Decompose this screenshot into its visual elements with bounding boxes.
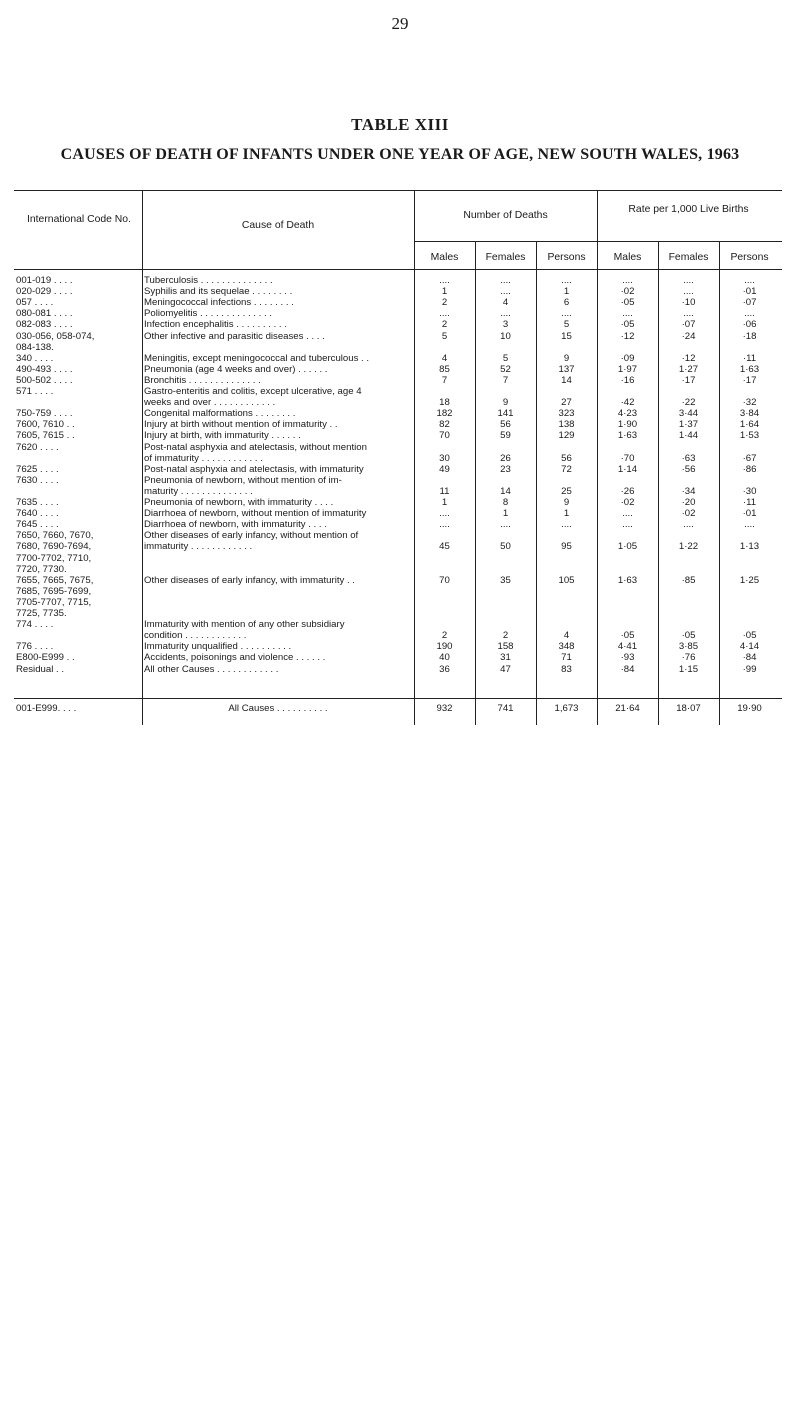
code-cell: 7650, 7660, 7670, xyxy=(16,530,94,542)
females-rate-cell: 18·07 xyxy=(676,703,701,714)
cause-cell: Pneumonia of newborn, with immaturity . . . . xyxy=(144,497,334,508)
code-cell: E800-E999 . . xyxy=(16,652,75,664)
persons-count-cell: 27 xyxy=(561,397,572,409)
persons-rate-cell: ·67 xyxy=(742,452,757,464)
table-row xyxy=(14,519,782,530)
males-rate-cell: 1·63 xyxy=(617,574,638,586)
females-rate-cell: 1·22 xyxy=(678,541,699,553)
persons-count-cell: 9 xyxy=(563,352,570,364)
persons-count-cell: 71 xyxy=(561,652,572,664)
females-rate-cell: ·34 xyxy=(681,485,696,497)
table-row xyxy=(14,630,782,641)
males-rate-cell: 21·64 xyxy=(615,703,640,714)
males-rate-cell: ·12 xyxy=(620,330,635,342)
code-cell: 7635 . . . . xyxy=(16,497,59,508)
cause-cell: Immaturity with mention of any other subsidiary xyxy=(144,619,345,631)
males-rate-cell: ·70 xyxy=(620,452,635,464)
col-divider-rate-2 xyxy=(719,241,720,725)
males-count-cell: 1 xyxy=(441,286,448,298)
cause-cell: maturity . . . . . . . . . . . . . . xyxy=(144,485,253,497)
cause-cell: of immaturity . . . . . . . . . . . . xyxy=(144,452,263,464)
males-count-cell: 70 xyxy=(439,574,450,586)
females-count-cell: 2 xyxy=(502,630,509,642)
females-rate-cell: .... xyxy=(683,275,694,286)
cause-cell: All Causes . . . . . . . . . . xyxy=(228,703,328,714)
code-cell: 7630 . . . . xyxy=(16,474,59,486)
table-title: TABLE XIII xyxy=(351,115,449,134)
males-rate-cell: .... xyxy=(622,508,633,520)
cause-cell: Post-natal asphyxia and atelectasis, without mention xyxy=(144,441,367,453)
code-cell: 7645 . . . . xyxy=(16,519,59,531)
cause-cell: Pneumonia of newborn, without mention of im- xyxy=(144,474,342,486)
females-rate-cell: ·12 xyxy=(681,352,696,364)
total-rule xyxy=(14,698,782,699)
males-rate-cell: 4·23 xyxy=(617,408,638,420)
persons-count-cell: 105 xyxy=(558,574,575,586)
persons-rate-cell: ·84 xyxy=(742,652,757,664)
females-count-cell: 26 xyxy=(500,452,511,464)
header-males-number: Males xyxy=(430,252,459,263)
table-row xyxy=(14,508,782,519)
code-cell: 7620 . . . . xyxy=(16,441,59,453)
males-rate-cell: ·05 xyxy=(620,297,635,309)
females-count-cell: 56 xyxy=(500,419,511,431)
persons-rate-cell: 19·90 xyxy=(737,703,762,714)
females-rate-cell: 1·27 xyxy=(678,363,699,375)
table-row xyxy=(14,319,782,330)
group-header-rule xyxy=(414,241,782,242)
females-count-cell: 5 xyxy=(502,352,509,364)
table-row xyxy=(14,275,782,286)
table-row xyxy=(14,619,782,630)
code-cell: 571 . . . . xyxy=(16,386,54,397)
cause-cell: Infection encephalitis . . . . . . . . . . xyxy=(144,319,287,331)
cause-cell: Meningitis, except meningococcal and tuberculous . . xyxy=(144,352,370,364)
persons-count-cell: 9 xyxy=(563,497,570,508)
table-row xyxy=(14,641,782,652)
persons-count-cell: 323 xyxy=(558,408,575,420)
table-row xyxy=(14,364,782,375)
males-count-cell: 2 xyxy=(441,297,448,309)
table-row xyxy=(14,541,782,552)
table-row xyxy=(14,286,782,297)
females-count-cell: 35 xyxy=(500,574,511,586)
males-count-cell: 190 xyxy=(436,641,453,653)
females-count-cell: .... xyxy=(500,275,511,286)
males-rate-cell: 4·41 xyxy=(617,641,638,653)
table-row xyxy=(14,419,782,430)
persons-count-cell: 348 xyxy=(558,641,575,653)
table-row xyxy=(14,486,782,497)
females-count-cell: 47 xyxy=(500,663,511,675)
persons-rate-cell: 4·14 xyxy=(739,641,760,653)
males-count-cell: 2 xyxy=(441,630,448,642)
males-rate-cell: ·84 xyxy=(620,663,635,675)
cause-cell: Immaturity unqualified . . . . . . . . . . xyxy=(144,641,292,653)
persons-rate-cell: ·11 xyxy=(742,497,757,508)
males-count-cell: 85 xyxy=(439,363,450,375)
code-cell: 776 . . . . xyxy=(16,641,54,653)
persons-rate-cell: ·01 xyxy=(742,286,757,298)
females-count-cell: 52 xyxy=(500,363,511,375)
females-rate-cell: ·17 xyxy=(681,374,696,386)
code-cell: 084-138. xyxy=(16,341,54,353)
table-row xyxy=(14,442,782,453)
table-row xyxy=(14,652,782,663)
table-row xyxy=(14,408,782,419)
persons-rate-cell: ·05 xyxy=(742,630,757,642)
females-rate-cell: .... xyxy=(683,286,694,298)
males-count-cell: 18 xyxy=(439,397,450,409)
females-rate-cell: ·56 xyxy=(681,463,696,475)
table-row xyxy=(14,564,782,575)
males-count-cell: 7 xyxy=(441,374,448,386)
males-count-cell: 40 xyxy=(439,652,450,664)
cause-cell: Bronchitis . . . . . . . . . . . . . . xyxy=(144,374,261,386)
females-count-cell: 4 xyxy=(502,297,509,309)
males-count-cell: .... xyxy=(439,519,450,531)
table-row xyxy=(14,430,782,441)
females-rate-cell: ·24 xyxy=(681,330,696,342)
males-rate-cell: ·05 xyxy=(620,630,635,642)
total-row xyxy=(14,703,782,714)
cause-cell: Other diseases of early infancy, without mention of xyxy=(144,530,359,542)
males-count-cell: 30 xyxy=(439,452,450,464)
males-rate-cell: ·05 xyxy=(620,319,635,331)
cause-cell: Meningococcal infections . . . . . . . . xyxy=(144,297,294,309)
table-row xyxy=(14,297,782,308)
females-count-cell: 158 xyxy=(497,641,514,653)
persons-count-cell: 56 xyxy=(561,452,572,464)
table-top-rule xyxy=(14,190,782,191)
females-rate-cell: 1·44 xyxy=(678,430,699,442)
table-row xyxy=(14,497,782,508)
header-females-number: Females xyxy=(485,252,526,263)
males-rate-cell: 1·05 xyxy=(617,541,638,553)
table-row xyxy=(14,342,782,353)
persons-rate-cell: ·17 xyxy=(742,374,757,386)
persons-rate-cell: 1·64 xyxy=(739,419,760,431)
persons-count-cell: 72 xyxy=(561,463,572,475)
cause-cell: condition . . . . . . . . . . . . xyxy=(144,630,247,642)
cause-cell: Injury at birth without mention of immaturity . . xyxy=(144,419,338,431)
persons-count-cell: 137 xyxy=(558,363,575,375)
code-cell: 7700-7702, 7710, xyxy=(16,552,92,564)
cause-cell: Diarrhoea of newborn, without mention of immaturity xyxy=(144,508,367,520)
code-cell: 490-493 . . . . xyxy=(16,363,73,375)
females-count-cell: 59 xyxy=(500,430,511,442)
males-rate-cell: .... xyxy=(622,308,633,320)
causes-of-death-table xyxy=(14,190,782,725)
males-rate-cell: ·26 xyxy=(620,485,635,497)
header-persons-number: Persons xyxy=(547,252,586,263)
males-rate-cell: .... xyxy=(622,519,633,531)
table-row xyxy=(14,386,782,397)
persons-count-cell: 1,673 xyxy=(554,703,579,714)
table-row xyxy=(14,664,782,675)
persons-count-cell: 5 xyxy=(563,319,570,331)
header-persons-rate: Persons xyxy=(730,252,769,263)
persons-count-cell: 129 xyxy=(558,430,575,442)
males-rate-cell: ·02 xyxy=(620,497,635,508)
males-count-cell: 11 xyxy=(439,485,450,497)
header-code: International Code No. xyxy=(27,214,131,225)
header-bottom-rule xyxy=(14,269,782,270)
code-cell: 7605, 7615 . . xyxy=(16,430,75,442)
females-rate-cell: ·10 xyxy=(681,297,696,309)
females-count-cell: 7 xyxy=(502,374,509,386)
males-count-cell: 45 xyxy=(439,541,450,553)
table-row xyxy=(14,353,782,364)
females-count-cell: 741 xyxy=(497,703,514,714)
header-cause: Cause of Death xyxy=(241,220,315,231)
males-count-cell: 5 xyxy=(441,330,448,342)
males-rate-cell: ·93 xyxy=(620,652,635,664)
persons-rate-cell: ·11 xyxy=(742,352,757,364)
code-cell: 001-019 . . . . xyxy=(16,275,73,286)
table-row xyxy=(14,475,782,486)
females-count-cell: 141 xyxy=(497,408,514,420)
code-cell: 340 . . . . xyxy=(16,352,54,364)
males-rate-cell: ·02 xyxy=(620,286,635,298)
females-rate-cell: 1·37 xyxy=(678,419,699,431)
persons-rate-cell: 1·63 xyxy=(739,363,760,375)
code-cell: 500-502 . . . . xyxy=(16,374,73,386)
code-cell: 7625 . . . . xyxy=(16,463,59,475)
females-rate-cell: 3·85 xyxy=(678,641,699,653)
males-rate-cell: ·16 xyxy=(620,374,635,386)
males-count-cell: 1 xyxy=(441,497,448,508)
table-row xyxy=(14,553,782,564)
males-rate-cell: ·42 xyxy=(620,397,635,409)
males-rate-cell: 1·90 xyxy=(617,419,638,431)
females-count-cell: 1 xyxy=(502,508,509,520)
persons-rate-cell: 1·53 xyxy=(739,430,760,442)
persons-rate-cell: 1·25 xyxy=(739,574,760,586)
cause-cell: Congenital malformations . . . . . . . . xyxy=(144,408,296,420)
males-count-cell: 82 xyxy=(439,419,450,431)
code-cell: 082-083 . . . . xyxy=(16,319,73,331)
females-rate-cell: .... xyxy=(683,308,694,320)
persons-count-cell: 14 xyxy=(561,374,572,386)
males-count-cell: 932 xyxy=(436,703,453,714)
table-row xyxy=(14,331,782,342)
code-cell: 750-759 . . . . xyxy=(16,408,73,420)
code-cell: 001-E999. . . . xyxy=(16,703,77,714)
males-rate-cell: 1·97 xyxy=(617,363,638,375)
persons-count-cell: 1 xyxy=(563,286,570,298)
females-rate-cell: ·02 xyxy=(681,508,696,520)
code-cell: 7600, 7610 . . xyxy=(16,419,75,431)
females-rate-cell: ·07 xyxy=(681,319,696,331)
persons-rate-cell: ·32 xyxy=(742,397,757,409)
persons-rate-cell: .... xyxy=(744,275,755,286)
persons-rate-cell: ·01 xyxy=(742,508,757,520)
females-rate-cell: 1·15 xyxy=(678,663,699,675)
persons-rate-cell: ·06 xyxy=(742,319,757,331)
males-count-cell: .... xyxy=(439,308,450,320)
persons-rate-cell: ·18 xyxy=(742,330,757,342)
females-rate-cell: ·22 xyxy=(681,397,696,409)
females-count-cell: 10 xyxy=(500,330,511,342)
cause-cell: All other Causes . . . . . . . . . . . . xyxy=(144,663,279,675)
table-row xyxy=(14,453,782,464)
persons-count-cell: 25 xyxy=(561,485,572,497)
header-males-rate: Males xyxy=(613,252,642,263)
males-rate-cell: ·09 xyxy=(620,352,635,364)
persons-count-cell: .... xyxy=(561,308,572,320)
code-cell: 020-029 . . . . xyxy=(16,286,73,298)
persons-rate-cell: 3·84 xyxy=(739,408,760,420)
persons-count-cell: 95 xyxy=(561,541,572,553)
females-rate-cell: ·20 xyxy=(681,497,696,508)
code-cell: 7680, 7690-7694, xyxy=(16,541,92,553)
cause-cell: Tuberculosis . . . . . . . . . . . . . . xyxy=(144,275,273,286)
code-cell: 057 . . . . xyxy=(16,297,54,309)
cause-cell: Injury at birth, with immaturity . . . . . . xyxy=(144,430,301,442)
table-subtitle: CAUSES OF DEATH OF INFANTS UNDER ONE YEAR OF AGE, NEW SOUTH WALES, 1963 xyxy=(60,146,740,163)
males-count-cell: 2 xyxy=(441,319,448,331)
females-count-cell: 8 xyxy=(502,497,509,508)
table-row xyxy=(14,397,782,408)
table-row xyxy=(14,608,782,619)
females-count-cell: .... xyxy=(500,286,511,298)
cause-cell: Post-natal asphyxia and atelectasis, with immaturity xyxy=(144,463,364,475)
persons-count-cell: 83 xyxy=(561,663,572,675)
page-number: 29 xyxy=(391,14,409,33)
females-count-cell: 14 xyxy=(500,485,511,497)
persons-rate-cell: .... xyxy=(744,308,755,320)
females-rate-cell: ·85 xyxy=(681,574,696,586)
females-count-cell: 3 xyxy=(502,319,509,331)
persons-rate-cell: 1·13 xyxy=(739,541,760,553)
persons-count-cell: 4 xyxy=(563,630,570,642)
males-count-cell: 36 xyxy=(439,663,450,675)
males-count-cell: 182 xyxy=(436,408,453,420)
males-count-cell: .... xyxy=(439,508,450,520)
males-count-cell: 49 xyxy=(439,463,450,475)
persons-rate-cell: ·86 xyxy=(742,463,757,475)
code-cell: 7685, 7695-7699, xyxy=(16,585,92,597)
code-cell: 7655, 7665, 7675, xyxy=(16,574,94,586)
females-count-cell: 9 xyxy=(502,397,509,409)
header-females-rate: Females xyxy=(668,252,709,263)
table-row xyxy=(14,575,782,586)
cause-cell: Gastro-enteritis and colitis, except ulcerative, age 4 xyxy=(144,386,362,397)
cause-cell: Pneumonia (age 4 weeks and over) . . . . . . xyxy=(144,363,328,375)
females-rate-cell: ·05 xyxy=(681,630,696,642)
persons-rate-cell: ·07 xyxy=(742,297,757,309)
persons-count-cell: .... xyxy=(561,519,572,531)
table-row xyxy=(14,464,782,475)
code-cell: 7725, 7735. xyxy=(16,608,67,619)
males-rate-cell: 1·14 xyxy=(617,463,638,475)
males-rate-cell: 1·63 xyxy=(617,430,638,442)
persons-count-cell: 138 xyxy=(558,419,575,431)
females-count-cell: 23 xyxy=(500,463,511,475)
males-rate-cell: .... xyxy=(622,275,633,286)
cause-cell: Poliomyelitis . . . . . . . . . . . . . . xyxy=(144,308,272,320)
table-row xyxy=(14,597,782,608)
persons-rate-cell: ·99 xyxy=(742,663,757,675)
males-count-cell: 4 xyxy=(441,352,448,364)
code-cell: Residual . . xyxy=(16,663,64,675)
persons-count-cell: 1 xyxy=(563,508,570,520)
females-count-cell: 31 xyxy=(500,652,511,664)
code-cell: 7640 . . . . xyxy=(16,508,59,520)
cause-cell: Accidents, poisonings and violence . . . . . . xyxy=(144,652,326,664)
table-row xyxy=(14,375,782,386)
cause-cell: immaturity . . . . . . . . . . . . xyxy=(144,541,253,553)
code-cell: 774 . . . . xyxy=(16,619,54,631)
females-count-cell: .... xyxy=(500,308,511,320)
table-row xyxy=(14,530,782,541)
table-row xyxy=(14,308,782,319)
code-cell: 7720, 7730. xyxy=(16,563,67,575)
code-cell: 080-081 . . . . xyxy=(16,308,73,320)
header-number-of-deaths: Number of Deaths xyxy=(463,210,548,221)
cause-cell: Syphilis and its sequelae . . . . . . . . xyxy=(144,286,293,298)
females-count-cell: .... xyxy=(500,519,511,531)
persons-rate-cell: ·30 xyxy=(742,485,757,497)
females-rate-cell: .... xyxy=(683,519,694,531)
code-cell: 030-056, 058-074, xyxy=(16,330,95,342)
cause-cell: Other infective and parasitic diseases . . . . xyxy=(144,330,325,342)
code-cell: 7705-7707, 7715, xyxy=(16,596,92,608)
header-rate-per-1000: Rate per 1,000 Live Births xyxy=(628,204,749,215)
cause-cell: Diarrhoea of newborn, with immaturity . . . . xyxy=(144,519,327,531)
males-count-cell: .... xyxy=(439,275,450,286)
persons-count-cell: 15 xyxy=(561,330,572,342)
males-count-cell: 70 xyxy=(439,430,450,442)
cause-cell: Other diseases of early infancy, with immaturity . . xyxy=(144,574,355,586)
females-rate-cell: ·76 xyxy=(681,652,696,664)
females-rate-cell: ·63 xyxy=(681,452,696,464)
females-rate-cell: 3·44 xyxy=(678,408,699,420)
cause-cell: weeks and over . . . . . . . . . . . . xyxy=(144,397,276,409)
persons-rate-cell: .... xyxy=(744,519,755,531)
persons-count-cell: .... xyxy=(561,275,572,286)
persons-count-cell: 6 xyxy=(563,297,570,309)
table-row xyxy=(14,586,782,597)
females-count-cell: 50 xyxy=(500,541,511,553)
